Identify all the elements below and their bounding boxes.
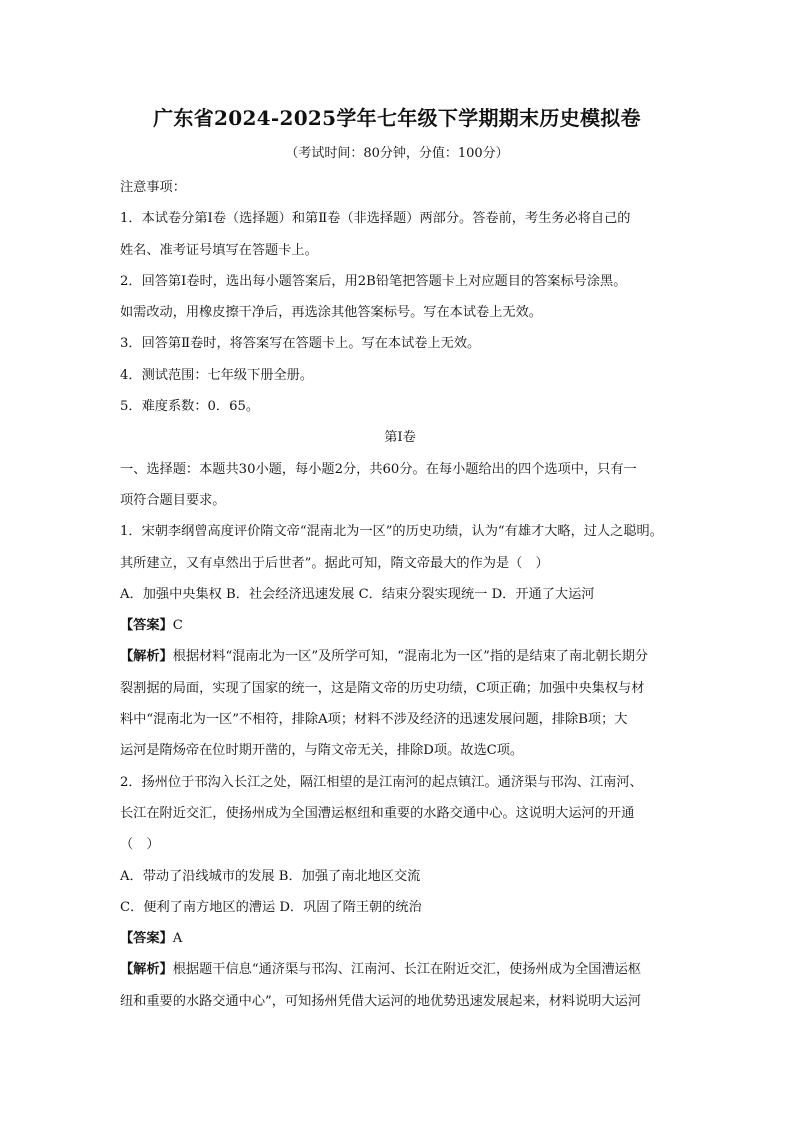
question-2-answer (120, 923, 680, 954)
exam-info: （考试时间：80分钟，分值：100分） (285, 146, 509, 161)
answer-tag: 【答案】 (120, 618, 173, 634)
answer-value: C (172, 618, 183, 634)
question-2-analysis (120, 954, 680, 985)
note-line: 2．回答第Ⅰ卷时，选出每小题答案后，用2B铅笔把答题卡上对应题目的答案标号涂黑。 (120, 273, 627, 289)
question-2-stem: （ ） (120, 837, 160, 853)
answer-tag: 【答案】 (120, 931, 173, 947)
question-2-options: A．带动了沿线城市的发展 B．加强了南北地区交流 (120, 868, 421, 884)
analysis-tag: 【解析】 (120, 962, 173, 978)
page-title: 广东省2024-2025学年七年级下学期期末历史模拟卷 (153, 106, 641, 130)
section-intro: 项符合题目要求。 (120, 492, 226, 508)
question-2-stem: 长江在附近交汇，使扬州成为全国漕运枢纽和重要的水路交通中心。这说明大运河的开通 (120, 805, 635, 821)
question-1-analysis: 料中“混南北为一区”不相符，排除A项；材料不涉及经济的迅速发展问题，排除B项；大 (120, 712, 628, 728)
analysis-tag: 【解析】 (120, 649, 173, 665)
note-line: 姓名、准考证号填写在答题卡上。 (120, 242, 318, 258)
note-line: 4．测试范围：七年级下册全册。 (120, 367, 314, 383)
question-1-stem: 1．宋朝李纲曾高度评价隋文帝“混南北为一区”的历史功绩，认为“有雄才大略，过人之聪明。 (120, 524, 663, 540)
question-1-answer (120, 610, 680, 641)
note-line: 1．本试卷分第Ⅰ卷（选择题）和第Ⅱ卷（非选择题）两部分。答卷前，考生务必将自己的 (120, 211, 631, 227)
analysis-text: 根据题干信息“通济渠与邗沟、江南河、长江在附近交汇，使扬州成为全国漕运枢 (172, 962, 642, 978)
question-2-analysis: 纽和重要的水路交通中心”，可知扬州凭借大运河的地优势迅速发展起来，材料说明大运河 (120, 993, 642, 1009)
analysis-text: 根据材料“混南北为一区”及所学可知，“混南北为一区”指的是结束了南北朝长期分 (172, 649, 649, 665)
question-2-options: C．便利了南方地区的漕运 D．巩固了隋王朝的统治 (120, 899, 422, 915)
document-body (120, 172, 680, 1017)
note-line: 5．难度系数：0．65。 (120, 399, 260, 415)
question-1-analysis (120, 641, 680, 672)
question-1-stem: 其所建立，又有卓然出于后世者”。据此可知，隋文帝最大的作为是（ ） (120, 555, 549, 571)
answer-value: A (172, 931, 183, 947)
notes-heading: 注意事项： (120, 180, 186, 195)
question-1-analysis: 裂割据的局面，实现了国家的统一，这是隋文帝的历史功绩，C项正确；加强中央集权与材 (120, 680, 645, 696)
note-line: 3．回答第Ⅱ卷时，将答案写在答题卡上。写在本试卷上无效。 (120, 336, 481, 352)
section-label: 第Ⅰ卷 (384, 430, 416, 446)
note-line: 如需改动，用橡皮擦干净后，再选涂其他答案标号。写在本试卷上无效。 (120, 305, 542, 321)
question-1-options: A．加强中央集权 B．社会经济迅速发展 C．结束分裂实现统一 D．开通了大运河 (120, 586, 595, 602)
section-intro: 一、选择题：本题共30小题，每小题2分，共60分。在每小题给出的四个选项中，只有一 (120, 461, 637, 477)
question-1-analysis: 运河是隋炀帝在位时期开凿的，与隋文帝无关，排除D项。故选C项。 (120, 743, 524, 759)
question-2-stem: 2．扬州位于邗沟入长江之处，隔江相望的是江南河的起点镇江。通济渠与邗沟、江南河、 (120, 774, 643, 790)
